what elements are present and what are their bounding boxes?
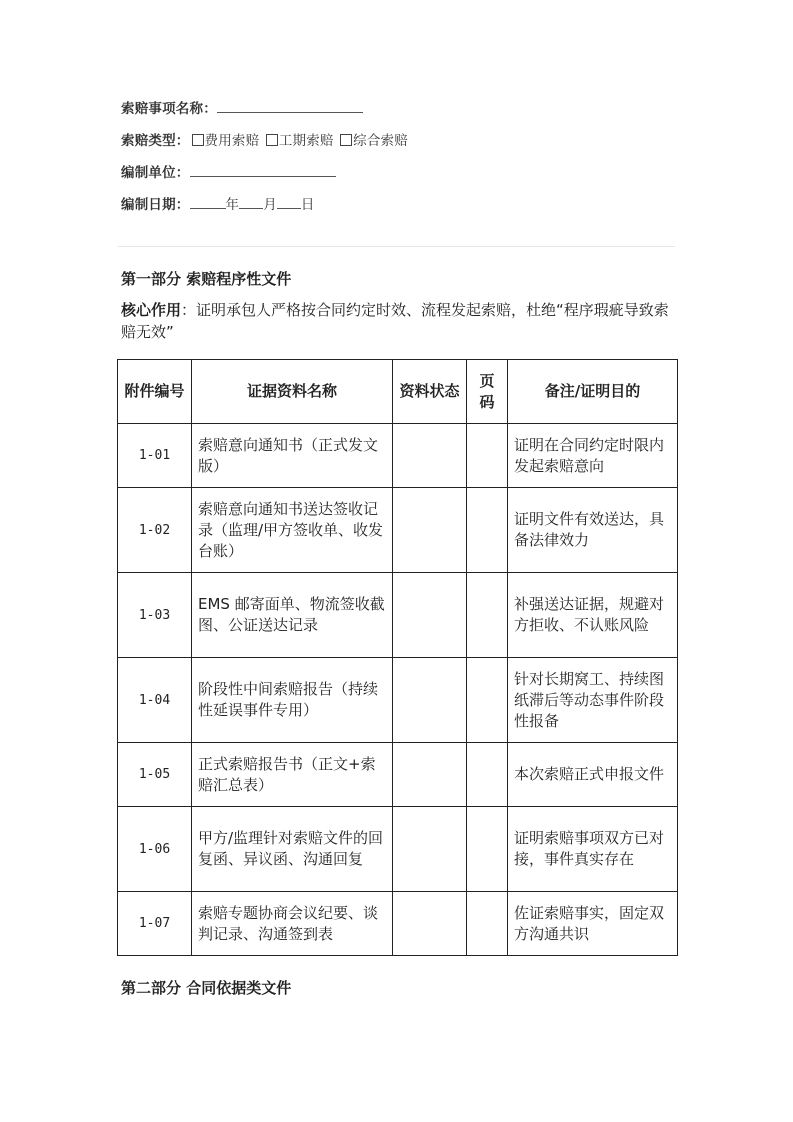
cell-status[interactable] <box>393 743 467 807</box>
header-page-no: 页码 <box>467 360 508 424</box>
claim-item-name-line <box>121 97 363 117</box>
cell-page[interactable] <box>467 743 508 807</box>
cell-page[interactable] <box>467 488 508 573</box>
cell-code: 1-07 <box>118 892 192 956</box>
cell-name: 索赔专题协商会议纪要、谈判记录、沟通签到表 <box>192 892 393 956</box>
cell-name: EMS 邮寄面单、物流签收截图、公证送达记录 <box>192 573 393 658</box>
cell-code: 1-03 <box>118 573 192 658</box>
claim-item-name-label: 索赔事项名称： <box>121 101 217 117</box>
cell-note: 补强送达证据，规避对方拒收、不认账风险 <box>508 573 678 658</box>
cell-page[interactable] <box>467 892 508 956</box>
table-row <box>118 892 678 956</box>
compiling-unit-field[interactable] <box>190 164 336 177</box>
cell-page[interactable] <box>467 807 508 892</box>
core-purpose-paragraph <box>121 299 681 343</box>
checkbox-cost-claim[interactable] <box>192 134 204 146</box>
core-purpose-label: 核心作用 <box>121 301 182 319</box>
cell-page[interactable] <box>467 658 508 743</box>
cell-page[interactable] <box>467 424 508 488</box>
core-purpose-text: ：证明承包人严格按合同约定时效、流程发起索赔，杜绝“程序瑕疵导致索赔无效” <box>121 301 669 341</box>
cell-status[interactable] <box>393 488 467 573</box>
section-divider <box>118 246 675 247</box>
compiling-unit-line <box>121 161 336 181</box>
attachment-table <box>117 359 678 956</box>
table-row <box>118 573 678 658</box>
cell-code: 1-05 <box>118 743 192 807</box>
table-row <box>118 658 678 743</box>
cell-code: 1-02 <box>118 488 192 573</box>
checkbox-combined-claim[interactable] <box>340 134 352 146</box>
date-year-suffix: 年 <box>225 197 240 213</box>
cell-status[interactable] <box>393 807 467 892</box>
cell-name: 正式索赔报告书（正文+索赔汇总表） <box>192 743 393 807</box>
option-schedule-claim: 工期索赔 <box>278 133 334 149</box>
cell-note: 证明文件有效送达，具备法律效力 <box>508 488 678 573</box>
claim-type-line <box>121 129 408 149</box>
cell-name: 索赔意向通知书（正式发文版） <box>192 424 393 488</box>
part1-title: 第一部分 索赔程序性文件 <box>121 270 292 288</box>
date-year-field[interactable] <box>190 196 226 209</box>
cell-code: 1-04 <box>118 658 192 743</box>
table-row <box>118 488 678 573</box>
cell-note: 佐证索赔事实，固定双方沟通共识 <box>508 892 678 956</box>
cell-name: 甲方/监理针对索赔文件的回复函、异议函、沟通回复 <box>192 807 393 892</box>
cell-note: 本次索赔正式申报文件 <box>508 743 678 807</box>
table-row <box>118 807 678 892</box>
cell-note: 针对长期窝工、持续图纸滞后等动态事件阶段性报备 <box>508 658 678 743</box>
date-day-field[interactable] <box>277 196 301 209</box>
checkbox-schedule-claim[interactable] <box>266 134 278 146</box>
cell-note: 证明在合同约定时限内发起索赔意向 <box>508 424 678 488</box>
claim-type-label: 索赔类型： <box>121 133 190 149</box>
cell-note: 证明索赔事项双方已对接，事件真实存在 <box>508 807 678 892</box>
cell-name: 阶段性中间索赔报告（持续性延误事件专用） <box>192 658 393 743</box>
claim-item-name-field[interactable] <box>217 100 363 113</box>
header-remark: 备注/证明目的 <box>508 360 678 424</box>
part2-title: 第二部分 合同依据类文件 <box>121 979 292 997</box>
compiling-unit-label: 编制单位： <box>121 165 190 181</box>
option-cost-claim: 费用索赔 <box>204 133 260 149</box>
date-day-suffix: 日 <box>300 197 315 213</box>
cell-status[interactable] <box>393 892 467 956</box>
compiling-date-line <box>121 193 315 213</box>
cell-status[interactable] <box>393 573 467 658</box>
cell-code: 1-01 <box>118 424 192 488</box>
option-combined-claim: 综合索赔 <box>353 133 408 149</box>
cell-page[interactable] <box>467 573 508 658</box>
header-material-status: 资料状态 <box>393 360 467 424</box>
cell-status[interactable] <box>393 658 467 743</box>
cell-code: 1-06 <box>118 807 192 892</box>
date-month-suffix: 月 <box>263 197 277 213</box>
table-header-row <box>118 360 678 424</box>
cell-name: 索赔意向通知书送达签收记录（监理/甲方签收单、收发台账） <box>192 488 393 573</box>
table-row <box>118 743 678 807</box>
header-evidence-name: 证据资料名称 <box>192 360 393 424</box>
date-month-field[interactable] <box>239 196 263 209</box>
cell-status[interactable] <box>393 424 467 488</box>
header-attachment-no: 附件编号 <box>118 360 192 424</box>
compiling-date-label: 编制日期： <box>121 197 190 213</box>
table-row <box>118 424 678 488</box>
